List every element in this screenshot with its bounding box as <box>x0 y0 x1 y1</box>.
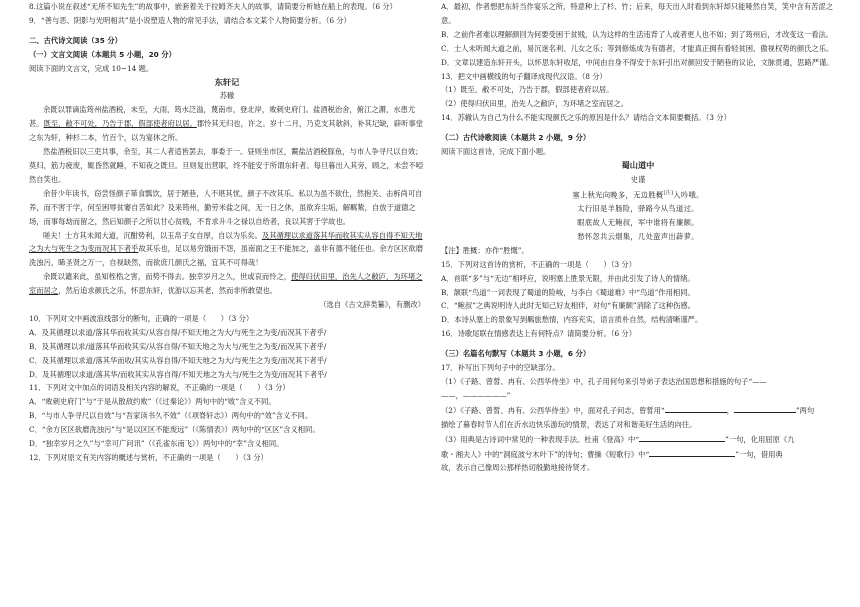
q17-item-1-blanks: ——，——————” <box>441 390 511 400</box>
question-16: 16．诗歌尾联在情感表达上有何特点？请简要分析。（6 分） <box>441 329 637 339</box>
question-8: 8.这篇小说在叙述“无所不知先生”的故事中，嵌套着关于拉姆齐夫人的故事，请简要分析她在船上的表现。（6 分） <box>29 2 397 11</box>
passage-paragraph-4: 嗟夫！士方其未闻大道，沉酣势利，以玉帛子女自厚，自以为乐矣。及其循理以求道落其华而收其实从容自得不知天地之为大与死生之为变而况其下者乎故其乐也，足以易穷饿而不怨，虽南面之王不能加之，盖非有德不能任也。余方区区欲磨洗浊污，睎圣贤之万一，自视缺然，而欲庶几颜氏之福，宜其不可得哉！ <box>29 230 424 268</box>
q17-item-1: （1）《子路、曾皙、冉有、公西华侍坐》中，孔子用何句来引导弟子表达治国思想和措施的句子“—— <box>441 376 767 386</box>
q17-item-3-cont: 歌・湘夫人》中的“洞庭波兮木叶下”的诗句；曹操《短歌行》中“ ”一句，借用典 <box>441 447 835 462</box>
q17-item-3: （3）用典是古诗词中常见的一种表现手法。杜甫《登高》中“ ”一句，化用屈原《九 <box>441 432 835 447</box>
passage-title: 东轩记 <box>214 76 240 87</box>
q17-item-2: （2）《子路、曾皙、冉有、公西华侍坐》中，面对孔子问志，曾皙用“ ， ”两句 <box>441 403 835 418</box>
question-11: 11．下列对文中加点的词语及相关内容的解说，不正确的一项是（ ）（3 分） <box>29 383 290 393</box>
question-17: 17．补写出下列句子中的空缺部分。 <box>441 363 560 373</box>
q13-item-2: （2）使得归伏田里，治先人之敝庐，为环堵之室而居之。 <box>441 99 629 109</box>
wavy-underlined-sentence: 及其循理以求道落其华而收其实从容自得不知天地之为大与死生之为变而况其下者乎 <box>29 230 423 254</box>
q11-option-c: C．“余方区区欲磨洗浊污”与“是以区区不能废远”（《陈情表》）两句中的“区区”含义相同。 <box>29 425 320 435</box>
q15-option-c: C．“鲍叔”之典说明诗人此时无知己好友相伴，对句“有廉颇”消除了这种伤感。 <box>441 301 696 311</box>
passage-author: 苏辙 <box>219 91 235 101</box>
q12-option-d: D．文章以建造东轩开头，以怀思东轩收尾，中间由自身不得安于东轩引出对颜回安于陋巷的议论，文脉贯通，思路严谨。 <box>441 57 834 67</box>
poem-line-2: 太行旧是羊肠险，驿路今从鸟道过。 <box>577 204 699 214</box>
underlined-sentence-2: 使得归伏田里，治先人之敝庐，为环堵之室而居之 <box>29 272 423 296</box>
q10-option-a: A．及其循理以求道/落其华而收其实/从容自得/不知天地之为大/与死生之为变/而况其下者乎/ <box>29 327 327 337</box>
passage-paragraph-5: 余既以谴来此，虽知桎梏之害，而势不得去。独幸岁月之久，世或哀而怜之，使得归伏田里，治先人之敝庐，为环堵之室而居之，然后追求颜氏之乐，怀思东轩，优游以忘其老，然而非所敢望也。 <box>29 272 423 296</box>
passage-source: （选自《古文辞类纂》，有删改） <box>319 300 425 310</box>
q15-option-d: D．本诗从塞上的景象写到羁旅愁情，内容充实，语言质朴自然，结构清晰谨严。 <box>441 315 703 325</box>
passage-paragraph-1: 余既以罪谪监筠州盐酒税，未至，大雨，筠水泛溢，蔑南市，登北岸，败刺史府门。盐酒税治舍，俯江之漘，水患尤甚。既至，敝不可处，乃告于郡，假部使者府以居。郡怜其无归也，许之。岁十二月，乃克支其欹斜，补其圮缺，辟听事堂之东为轩，种杉二本，竹百个，以为宴休之所。 <box>29 105 424 143</box>
q10-option-b: B．及其循理以求/道落其华而收其实/从容自得/不知天地之为大与/死生之为变/而况其下者乎/ <box>29 341 327 351</box>
question-9: 9．“善与恶、阴影与光明相共”是小说塑造人物的常见手法，请结合本文某个人物简要分析。（6 分） <box>29 15 351 25</box>
poem-note-marker: [注] <box>663 189 674 196</box>
answer-blank[interactable] <box>639 432 725 442</box>
question-14: 14．苏辙认为自己为什么不能实现颜氏之乐的原因是什么？请结合文本简要概括。（3 分） <box>441 113 731 123</box>
q17-item-2-cont: 描绘了暮春时节人们在沂水边快乐游玩的情景，表达了对和谐美好生活的向往。 <box>441 419 697 429</box>
section-heading-ancient: 二、古代诗文阅读（35 分） <box>29 35 122 45</box>
q13-item-1: （1）既至，敝不可处，乃告于郡，假部使者府以居。 <box>441 85 614 95</box>
q15-option-b: B．颔联“鸟道”一词表现了蜀道的险峻，与李白《蜀道难》中“鸟道”作用相同。 <box>441 287 695 297</box>
q12-option-c: C．士人未听闻大道之前，易沉迷名利、儿女之乐；等到修炼成为有德者，才能真正拥有看轻贫困、傲视权势的颜氏之乐。 <box>441 43 834 53</box>
section-heading-poetry: （二）古代诗歌阅读（本题共 2 小题，9 分） <box>441 133 591 143</box>
poem-line-4: 愁怀忽共云烟集，几处蛮声出薜萝。 <box>577 231 699 241</box>
poem-note: 【注】胜概：亦作“胜慨”。 <box>441 245 529 255</box>
answer-blank[interactable] <box>734 403 796 413</box>
poem-title: 蜀山道中 <box>621 159 655 170</box>
section-heading-classical-prose: （一）文言文阅读（本题共 5 小题，20 分） <box>29 49 176 59</box>
q12-option-b: B．之前作者难以理解颜回为何要受困于贫贱，认为这样的生活违背了人或者更人也不如；到了筠州后，才改变这一看法。 <box>441 29 834 39</box>
poetry-instruction: 阅读下面这首诗，完成下面小题。 <box>441 147 551 157</box>
q10-option-d: D．及其循理以求道/落其华/而收其实从容自得/不知天地之为大与/死生之为变/而况其下者乎/ <box>29 369 327 379</box>
poem-line-1: 塞上秋光向晚多，无边胜概[注]入吟哦。 <box>572 189 704 200</box>
q15-option-a: A．首联“多”与“无边”相呼应，说明塞上胜景无限，并由此引发了诗人的情绪。 <box>441 273 695 283</box>
q10-option-c: C．及其循理以求道/落其华而收/其实从容自得/不知天地之为大/与死生之为变/而况其下者乎/ <box>29 355 327 365</box>
question-12: 12．下列对原文有关内容的概述与赏析，不正确的一项是（ ）（3 分） <box>29 453 268 462</box>
answer-blank[interactable] <box>649 447 735 457</box>
q17-item-3-end: 故，表示自己像周公那样热切殷勤地接待贤才。 <box>441 463 595 473</box>
q11-option-a: A．“败刺史府门”与“于是从散敌约败”（《过秦论》）两句中的“败”含义不同。 <box>29 397 276 407</box>
answer-blank[interactable] <box>665 403 727 413</box>
right-column <box>441 0 835 475</box>
q11-option-d: D．“独幸岁月之久”与“幸可广问讯”（《孔雀东南飞》）两句中的“幸”含义相同。 <box>29 439 284 449</box>
question-10: 10．下列对文中画波浪线部分的断句，正确的一项是（ ）（3 分） <box>29 313 254 323</box>
passage-paragraph-2: 然盐酒税旧以三吏共事，余至，其二人者适皆罢去，事委于一。昼则坐市区，鬻盐沽酒税豚鱼，与市人争寻尺以自效；莫归，筋力疲废，辄昏然就睡，不知夜之既旦。旦则复出营职，终不能安于所谓东轩者。每旦暮出入其旁，顾之，未尝不啞然自笑也。 <box>29 147 424 184</box>
question-15: 15．下列对这首诗的赏析，不正确的一项是（ ）（3 分） <box>441 259 637 269</box>
q12-option-a: A．最初，作者想把东轩当作宴乐之所，特意种上了杉、竹；后来，每天出入时看到东轩却只能哑然自笑，笑中含有苦涩之意。 <box>441 2 833 25</box>
question-13: 13．把文中画横线的句子翻译成现代汉语。（8 分） <box>441 71 607 81</box>
passage-paragraph-3: 余昔少年读书，窃尝怪颜子箪食瓢饮，居于陋巷，人不堪其忧，颜子不改其乐。私以为虽不欲仕，然抱关、击柝尚可自养，而不害于学，何至困辱贫窭自苦如此？及来筠州，勤劳米盐之间，无一日之休，虽欲弃尘垢，解羁絷，自放于道德之场，而事每劫而留之，然后知颜子之所以甘心贫贱，不肯求升斗之禄以自给者，良以其害于学故也。 <box>29 188 423 226</box>
underlined-sentence-1: 既至，敝不可处，乃告于郡，假部使者府以居。 <box>43 119 197 129</box>
section-heading-dictation: （三）名篇名句默写（本题共 3 小题，6 分） <box>441 349 591 359</box>
poem-line-3: 眼底故人无鲍叔，军中谁将有廉颇。 <box>577 218 699 228</box>
left-column <box>29 0 425 465</box>
q11-option-b: B．“与市人争寻尺以自效”与“吾家读书久不效”（《项脊轩志》）两句中的“效”含义不同。 <box>29 411 313 421</box>
reading-instruction: 阅读下面的文言文，完成 10~14 题。 <box>29 63 154 73</box>
poem-author: 史谨 <box>630 174 646 184</box>
